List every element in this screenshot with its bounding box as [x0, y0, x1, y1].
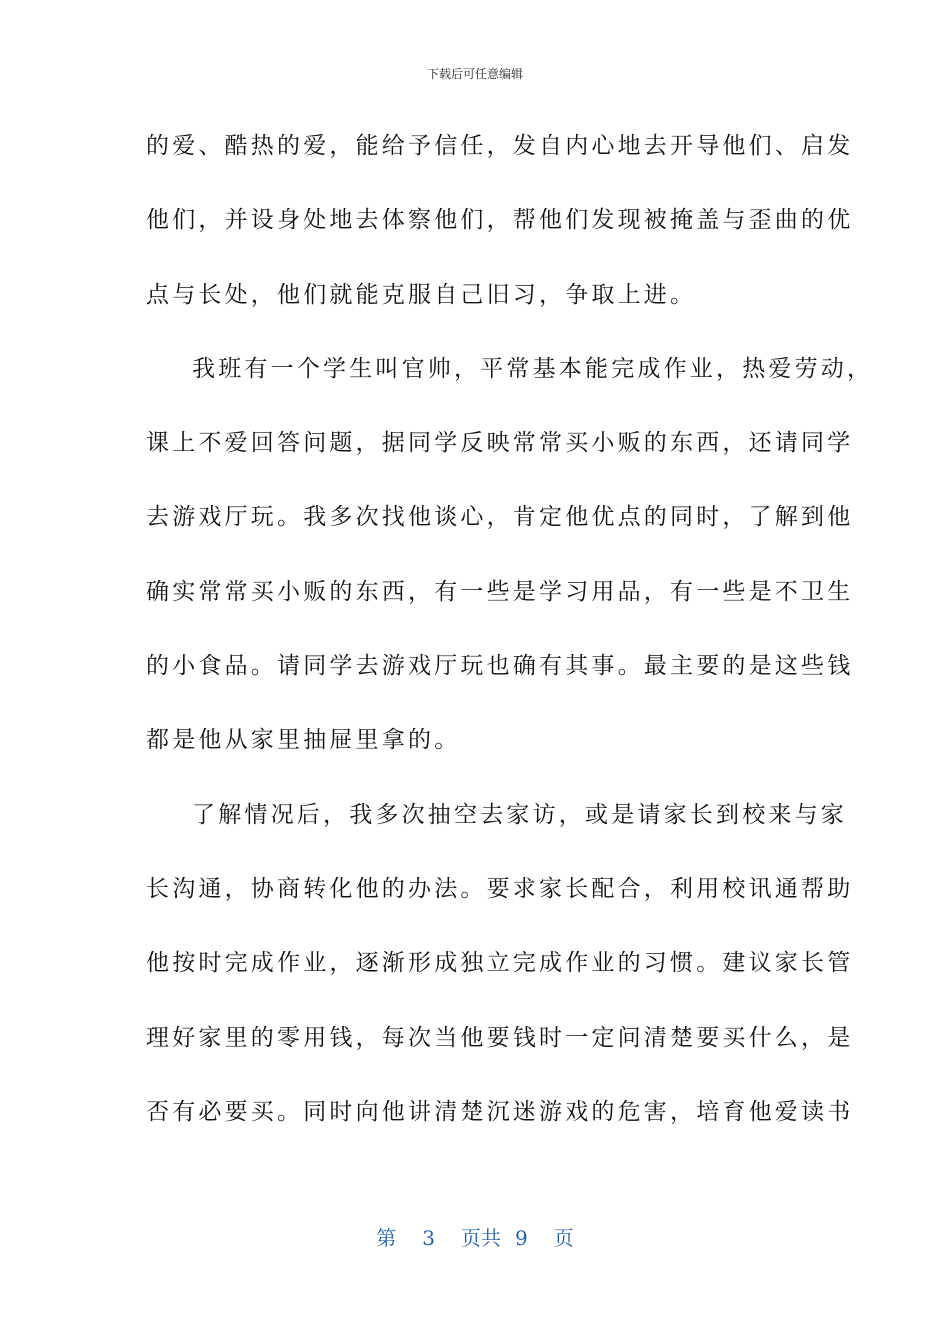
body-line: 否有必要买。同时向他讲清楚沉迷游戏的危害，培育他爱读书	[146, 1099, 854, 1125]
page-header: 下载后可任意编辑	[426, 67, 523, 81]
body-line: 去游戏厅玩。我多次找他谈心，肯定他优点的同时，了解到他	[146, 504, 854, 530]
footer-prefix: 第	[376, 1226, 397, 1250]
body-line: 了解情况后，我多次抽空去家访，或是请家长到校来与家	[192, 802, 847, 828]
page-footer	[0, 1224, 950, 1252]
footer-middle: 页共	[461, 1226, 501, 1250]
body-line: 的小食品。请同学去游戏厅玩也确有其事。最主要的是这些钱	[146, 653, 854, 679]
body-line: 课上不爱回答问题，据同学反映常常买小贩的东西，还请同学	[146, 430, 854, 456]
body-line: 他按时完成作业，逐渐形成独立完成作业的习惯。建议家长管	[146, 950, 854, 976]
body-line: 的爱、酷热的爱，能给予信任，发自内心地去开导他们、启发	[146, 133, 854, 159]
body-line: 确实常常买小贩的东西，有一些是学习用品，有一些是不卫生	[146, 579, 854, 605]
footer-suffix: 页	[553, 1226, 574, 1250]
body-line: 他们，并设身处地去体察他们，帮他们发现被掩盖与歪曲的优	[146, 207, 854, 233]
footer-total-pages: 9	[515, 1226, 528, 1250]
body-line: 我班有一个学生叫官帅，平常基本能完成作业，热爱劳动，	[192, 356, 874, 382]
body-line: 都是他从家里抽屉里拿的。	[146, 727, 461, 753]
body-line: 长沟通，协商转化他的办法。要求家长配合，利用校讯通帮助	[146, 876, 854, 902]
body-line: 理好家里的零用钱，每次当他要钱时一定问清楚要买什么，是	[146, 1025, 854, 1051]
body-line: 点与长处，他们就能克服自己旧习，争取上进。	[146, 282, 697, 308]
footer-page-number: 3	[422, 1226, 435, 1250]
